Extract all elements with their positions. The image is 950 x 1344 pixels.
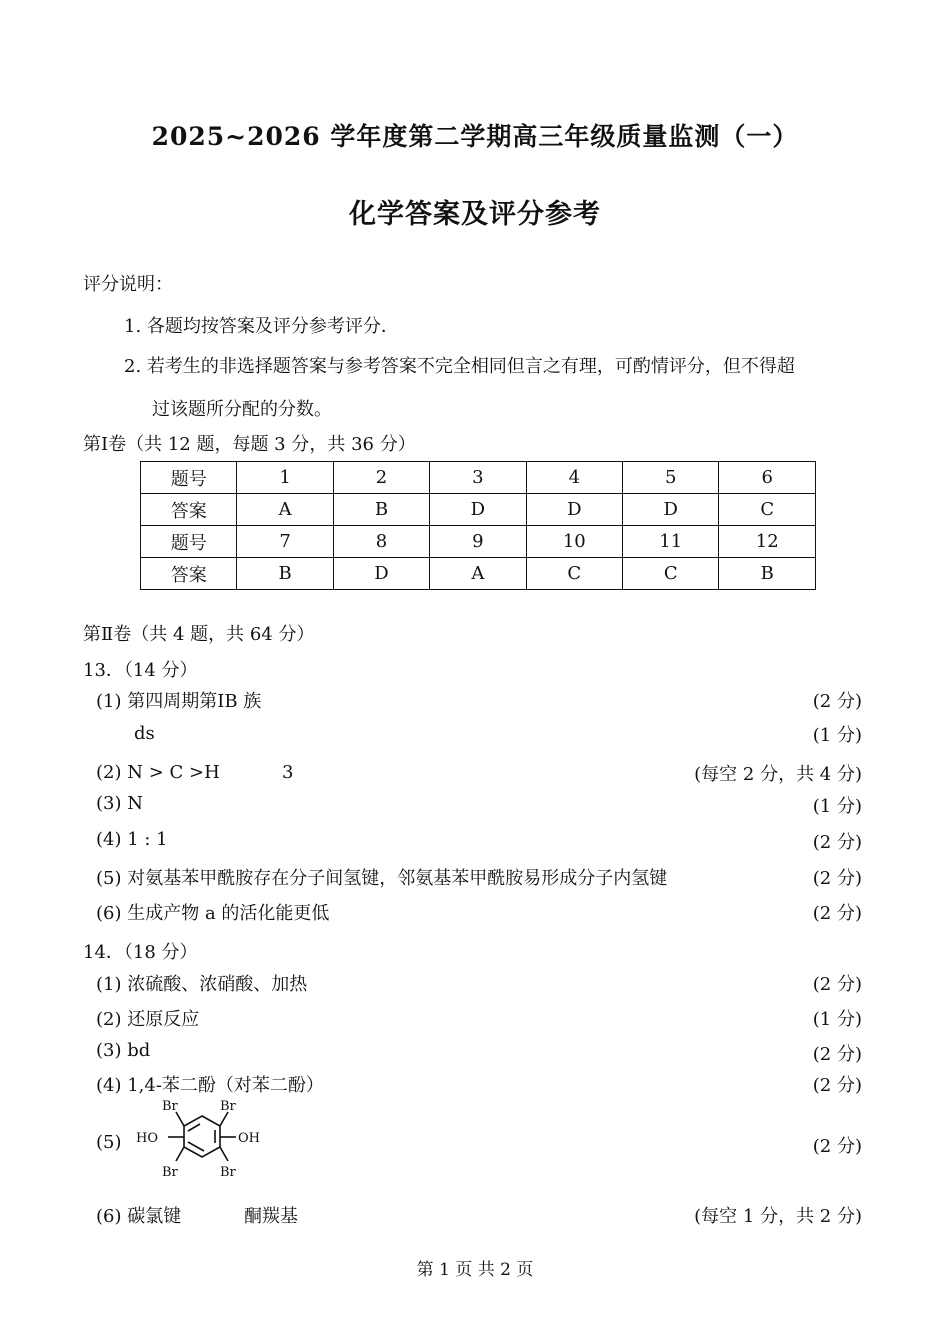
table-cell: B bbox=[333, 494, 429, 526]
q13-answer-3: (3) N bbox=[96, 793, 143, 814]
q13-score-3: (1 分) bbox=[812, 796, 862, 817]
q14-answer-4: (4) 1,4-苯二酚（对苯二酚） bbox=[96, 1075, 324, 1096]
table-cell: A bbox=[237, 494, 333, 526]
row-label: 答案 bbox=[141, 494, 237, 526]
q13-score-5: (2 分) bbox=[812, 868, 862, 889]
table-cell: D bbox=[430, 494, 526, 526]
table-cell: 4 bbox=[526, 462, 622, 494]
q13-answer-2: (2) N > C >H bbox=[96, 762, 220, 783]
table-cell: D bbox=[623, 494, 719, 526]
q13-heading: 13．（14 分） bbox=[83, 660, 198, 681]
q14-answer-1: (1) 浓硫酸、浓硝酸、加热 bbox=[96, 974, 308, 995]
q14-score-4: (2 分) bbox=[812, 1075, 862, 1096]
q14-score-2: (1 分) bbox=[812, 1009, 862, 1030]
q14-score-3: (2 分) bbox=[812, 1044, 862, 1065]
table-cell: 5 bbox=[623, 462, 719, 494]
table-cell: 3 bbox=[430, 462, 526, 494]
table-cell: 8 bbox=[333, 526, 429, 558]
q13-answer-1: (1) 第四周期第ⅠB 族 bbox=[96, 691, 262, 712]
q14-score-1: (2 分) bbox=[812, 974, 862, 995]
row-label: 题号 bbox=[141, 526, 237, 558]
page-subtitle: 化学答案及评分参考 bbox=[349, 199, 601, 230]
tetrabromohydroquinone-structure bbox=[130, 1094, 270, 1194]
table-cell: 2 bbox=[333, 462, 429, 494]
table-cell: A bbox=[430, 558, 526, 590]
answer-table bbox=[140, 461, 816, 590]
part2-heading: 第Ⅱ卷（共 4 题，共 64 分） bbox=[83, 624, 315, 645]
table-row bbox=[141, 494, 816, 526]
table-cell: B bbox=[237, 558, 333, 590]
part1-heading: 第Ⅰ卷（共 12 题，每题 3 分，共 36 分） bbox=[83, 434, 416, 455]
row-label: 题号 bbox=[141, 462, 237, 494]
table-cell: 6 bbox=[719, 462, 816, 494]
table-row bbox=[141, 558, 816, 590]
note-item-2-cont: 过该题所分配的分数。 bbox=[152, 399, 332, 420]
q13-answer-4: (4) 1 : 1 bbox=[96, 829, 168, 850]
note-item-2: 2. 若考生的非选择题答案与参考答案不完全相同但言之有理，可酌情评分，但不得超 bbox=[124, 356, 795, 377]
br-label: Br bbox=[220, 1165, 236, 1180]
q14-answer-5: (5) bbox=[96, 1132, 122, 1153]
table-cell: 1 bbox=[237, 462, 333, 494]
table-cell: D bbox=[333, 558, 429, 590]
row-label: 答案 bbox=[141, 558, 237, 590]
q14-score-6: (每空 1 分，共 2 分) bbox=[694, 1206, 862, 1227]
q13-score-6: (2 分) bbox=[812, 903, 862, 924]
table-cell: C bbox=[623, 558, 719, 590]
table-row bbox=[141, 526, 816, 558]
table-row bbox=[141, 462, 816, 494]
page-title: 2025~2026 学年度第二学期高三年级质量监测（一） bbox=[151, 122, 799, 151]
q13-score-1b: (1 分) bbox=[812, 725, 862, 746]
table-cell: 7 bbox=[237, 526, 333, 558]
q13-score-4: (2 分) bbox=[812, 832, 862, 853]
table-cell: B bbox=[719, 558, 816, 590]
q14-answer-3: (3) bd bbox=[96, 1040, 151, 1061]
q14-answer-6-extra: 酮羰基 bbox=[244, 1206, 298, 1227]
q14-answer-6: (6) 碳氯键 bbox=[96, 1206, 182, 1227]
oh-label: OH bbox=[238, 1131, 260, 1146]
q13-score-2: (每空 2 分，共 4 分) bbox=[694, 764, 862, 785]
br-label: Br bbox=[162, 1099, 178, 1114]
table-cell: 11 bbox=[623, 526, 719, 558]
q13-score-1: (2 分) bbox=[812, 691, 862, 712]
notes-heading: 评分说明： bbox=[83, 274, 173, 295]
q14-answer-2: (2) 还原反应 bbox=[96, 1009, 200, 1030]
table-cell: 10 bbox=[526, 526, 622, 558]
page-footer: 第 1 页 共 2 页 bbox=[416, 1260, 534, 1280]
br-label: Br bbox=[162, 1165, 178, 1180]
table-cell: C bbox=[719, 494, 816, 526]
note-item-1: 1. 各题均按答案及评分参考评分． bbox=[124, 316, 399, 337]
table-cell: D bbox=[526, 494, 622, 526]
table-cell: 9 bbox=[430, 526, 526, 558]
q14-heading: 14．（18 分） bbox=[83, 942, 198, 963]
table-cell: 12 bbox=[719, 526, 816, 558]
br-label: Br bbox=[220, 1099, 236, 1114]
q13-answer-1b: ds bbox=[134, 723, 155, 744]
q13-answer-2-extra: 3 bbox=[282, 762, 294, 783]
q13-answer-5: (5) 对氨基苯甲酰胺存在分子间氢键，邻氨基苯甲酰胺易形成分子内氢键 bbox=[96, 868, 668, 889]
ho-label: HO bbox=[136, 1131, 158, 1146]
table-cell: C bbox=[526, 558, 622, 590]
q14-score-5: (2 分) bbox=[812, 1136, 862, 1157]
q13-answer-6: (6) 生成产物 a 的活化能更低 bbox=[96, 903, 330, 924]
